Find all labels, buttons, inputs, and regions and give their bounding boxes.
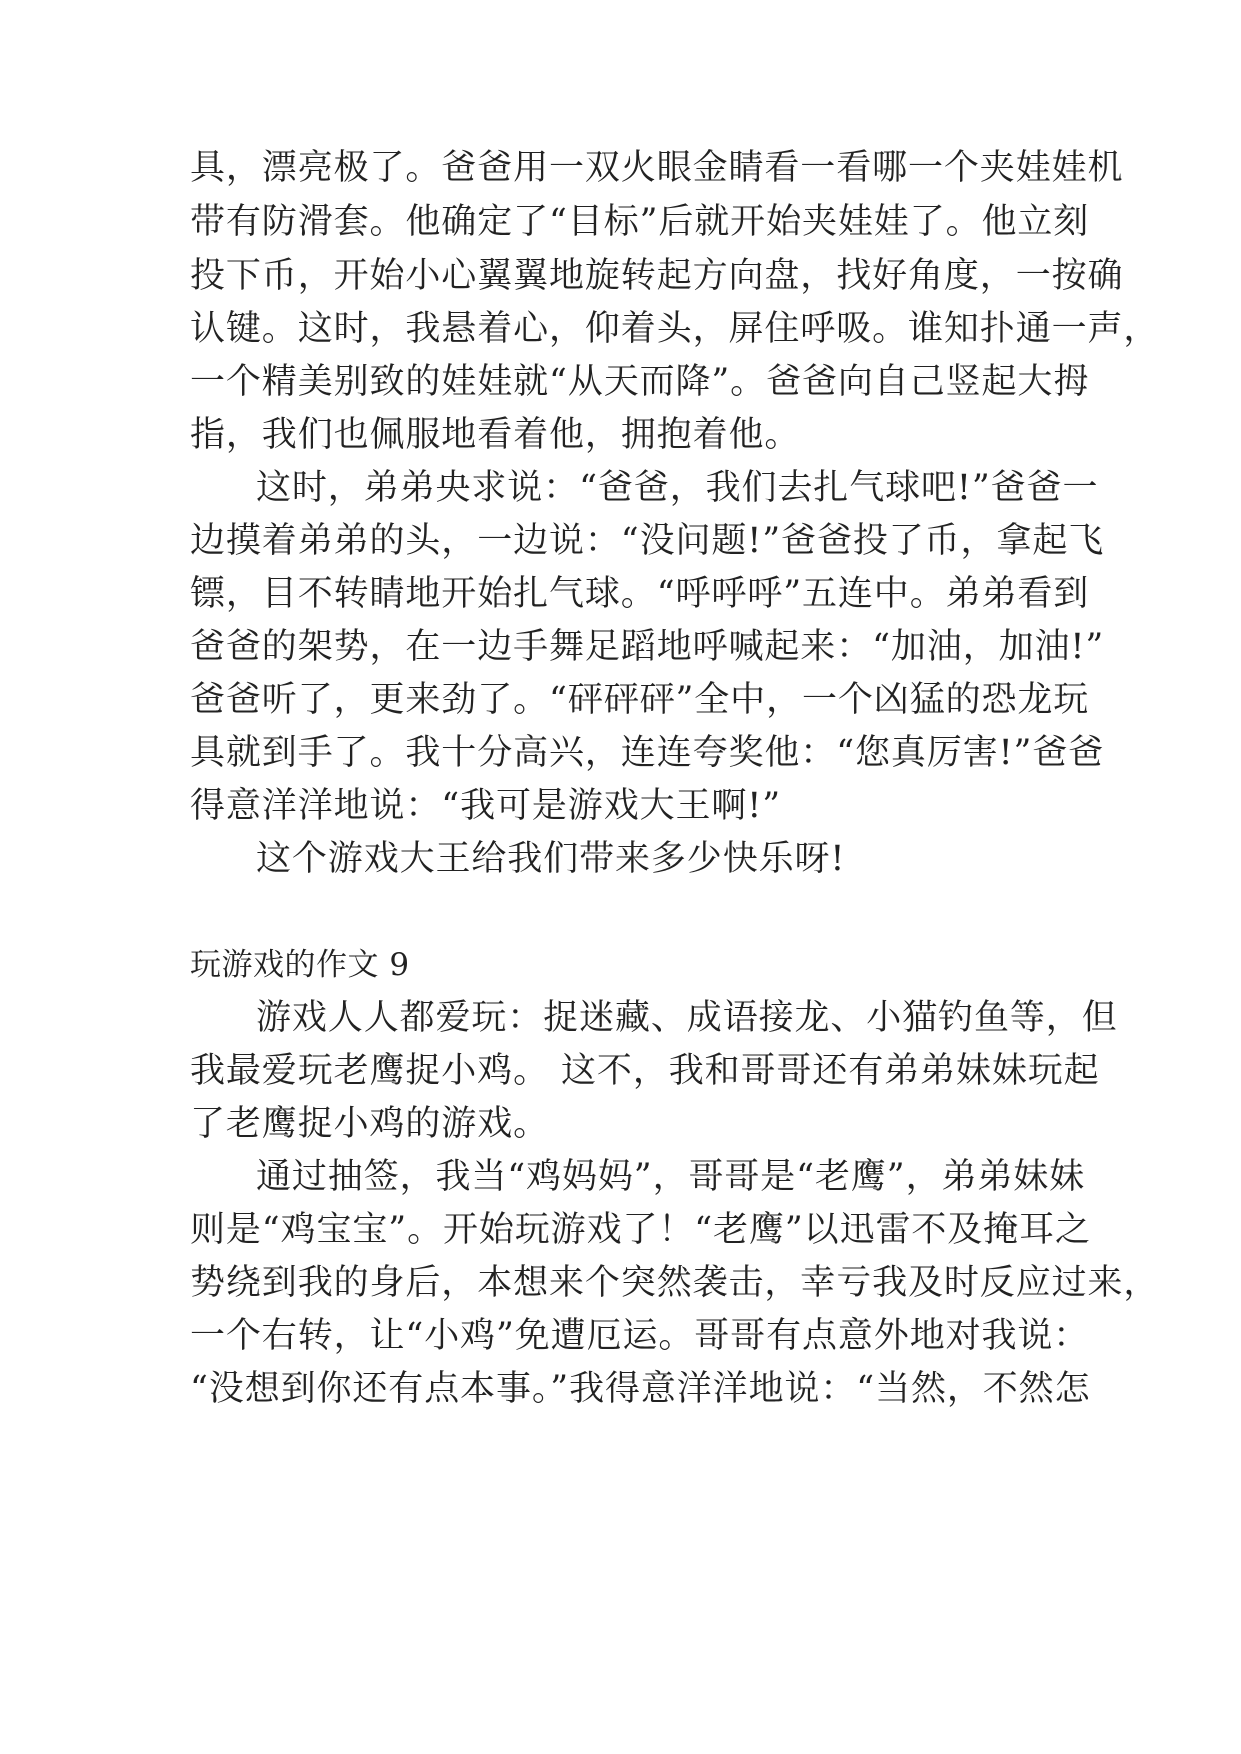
paragraph-line: 认键。这时，我悬着心，仰着头，屏住呼吸。谁知扑通一声， xyxy=(190,309,1160,349)
paragraph-line: 指，我们也佩服地看着他，拥抱着他。 xyxy=(190,415,801,455)
paragraph-line: 一个右转，让“小鸡”免遭厄运。哥哥有点意外地对我说： xyxy=(190,1316,1090,1356)
paragraph-line: 则是“鸡宝宝”。开始玩游戏了！“老鹰”以迅雷不及掩耳之 xyxy=(190,1210,1091,1250)
paragraph-line: 这时，弟弟央求说：“爸爸，我们去扎气球吧!”爸爸一 xyxy=(256,468,1099,508)
paragraph-line: 投下币，开始小心翼翼地旋转起方向盘，找好角度，一按确 xyxy=(190,256,1124,296)
section-heading: 玩游戏的作文 9 xyxy=(190,947,410,983)
paragraph-line: 势绕到我的身后，本想来个突然袭击，幸亏我及时反应过来， xyxy=(190,1263,1160,1303)
paragraph-line: 这个游戏大王给我们带来多少快乐呀! xyxy=(256,839,846,879)
paragraph-line: 边摸着弟弟的头，一边说：“没问题!”爸爸投了币，拿起飞 xyxy=(190,521,1105,561)
paragraph-line: 爸爸的架势，在一边手舞足蹈地呼喊起来：“加油，加油!” xyxy=(190,627,1105,667)
paragraph-line: 游戏人人都爱玩：捉迷藏、成语接龙、小猫钓鱼等，但 xyxy=(256,998,1118,1038)
paragraph-line: 通过抽签，我当“鸡妈妈”，哥哥是“老鹰”，弟弟妹妹 xyxy=(256,1157,1086,1197)
paragraph-line: 一个精美别致的娃娃就“从天而降”。爸爸向自己竖起大拇 xyxy=(190,362,1090,402)
paragraph-line: “没想到你还有点本事。”我得意洋洋地说：“当然，不然怎 xyxy=(190,1369,1091,1409)
paragraph-line: 我最爱玩老鹰捉小鸡。 这不，我和哥哥还有弟弟妹妹玩起 xyxy=(190,1051,1100,1091)
paragraph-line: 镖，目不转睛地开始扎气球。“呼呼呼”五连中。弟弟看到 xyxy=(190,574,1090,614)
paragraph-line: 具就到手了。我十分高兴，连连夸奖他：“您真厉害!”爸爸 xyxy=(190,733,1105,773)
paragraph-line: 爸爸听了，更来劲了。“砰砰砰”全中，一个凶猛的恐龙玩 xyxy=(190,680,1090,720)
paragraph-line: 带有防滑套。他确定了“目标”后就开始夹娃娃了。他立刻 xyxy=(190,202,1090,242)
paragraph-line: 得意洋洋地说：“我可是游戏大王啊!” xyxy=(190,786,782,826)
paragraph-line: 了老鹰捉小鸡的游戏。 xyxy=(190,1104,550,1144)
paragraph-line: 具，漂亮极了。爸爸用一双火眼金睛看一看哪一个夹娃娃机 xyxy=(190,148,1124,188)
